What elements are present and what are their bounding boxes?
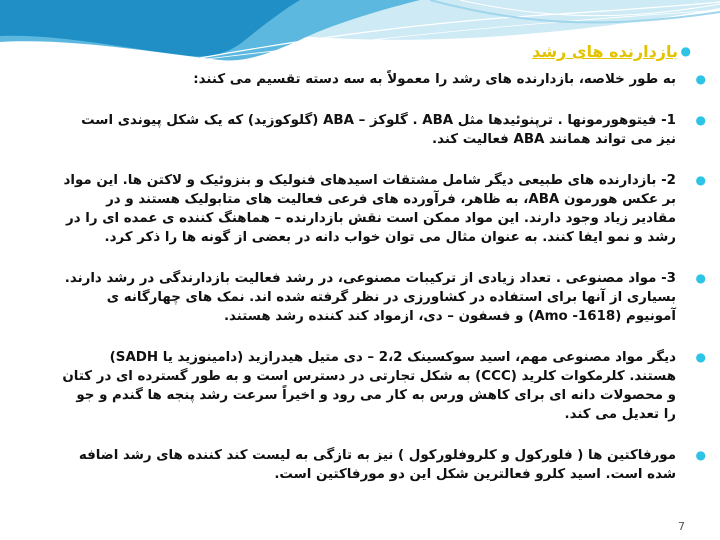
bullet-icon: ●	[695, 72, 706, 86]
paragraph-phytohormones	[60, 111, 706, 149]
paragraph-morphactins	[60, 446, 706, 484]
paragraph-text: مورفاکتین ها ( فلورکول و کلروفلورکول ) نیز به تازگی به لیست کند کننده های رشد اضافه شده است. اسید کلرو فعالترین شکل این دو مورفاکتین است.	[78, 448, 676, 482]
bullet-icon: ●	[695, 173, 706, 187]
paragraph-text: دیگر مواد مصنوعی مهم، اسید سوکسینک 2،2 – دی متیل هیدرازید (دامینوزید یا SADH) هستند. کلرمکوات کلرید (CCC) به شکل تجارتی در دسترس است و به طور گسترده ای در کتان و محصولات دانه ای برای کاهش ورس به کار می رود و اخیراً سرعت رشد پنجه ها گندم و جو را تعدیل می کند.	[62, 350, 676, 422]
paragraph-intro	[60, 70, 706, 89]
title-bullet-icon: ●	[680, 44, 691, 58]
page-number: 7	[678, 520, 685, 533]
slide-title: بازدارنده های رشد	[532, 42, 678, 61]
paragraph-natural-inhibitors	[60, 171, 706, 247]
paragraph-text: به طور خلاصه، بازدارنده های رشد را معمولاً به سه دسته تقسیم می کنند:	[193, 72, 676, 87]
slide-content	[60, 70, 706, 484]
bullet-icon: ●	[695, 350, 706, 364]
paragraph-text: 2- بازدارنده های طبیعی دیگر شامل مشتقات اسیدهای فنولیک و بنزوئیک و لاکتن ها. این مواد بر عکس هورمون ABA، به ظاهر، فرآورده های فرعی فعالیت های متابولیک هستند و در مقادیر زیاد وجود دارند. این مواد ممکن است نقش بازدارنده – هماهنگ کننده ی عمده ای را در رشد و نمو ایفا کنند. به عنوان مثال می توان خواب دانه در بعضی از گونه ها را ذکر کرد.	[63, 173, 676, 245]
bullet-icon: ●	[695, 113, 706, 127]
paragraph-other-synthetic	[60, 348, 706, 424]
paragraph-text: 1- فیتوهورمونها . ترپنوئیدها مثل ABA . گلوکز – ABA (گلوکوزید) که یک شکل پیوندی است نیز می تواند همانند ABA فعالیت کند.	[81, 113, 676, 147]
bullet-icon: ●	[695, 448, 706, 462]
bullet-icon: ●	[695, 271, 706, 285]
paragraph-text: 3- مواد مصنوعی . تعداد زیادی از ترکیبات مصنوعی، در رشد فعالیت بازدارندگی در رشد دارند. بسیاری از آنها برای استفاده در کشاورزی در نظر گرفته شده اند. نمک های چهارگانه ی آمونیوم (Amo -1618) و فسفون – دی، ازمواد کند کننده رشد هستند.	[64, 271, 676, 324]
paragraph-synthetic	[60, 269, 706, 326]
